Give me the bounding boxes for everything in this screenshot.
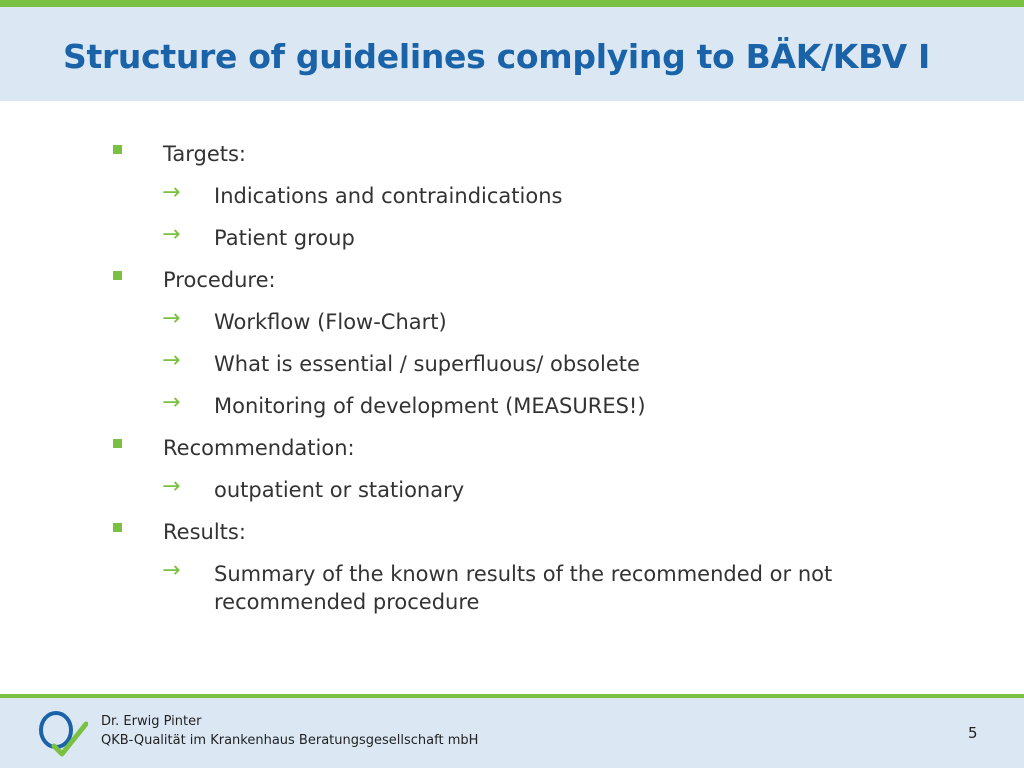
green-arrow-icon: →	[162, 558, 181, 583]
bullet-label: Recommendation:	[163, 436, 355, 460]
sub-bullet-label: outpatient or stationary	[214, 478, 465, 502]
green-arrow-icon: →	[162, 390, 181, 415]
green-arrow-icon: →	[162, 306, 181, 331]
green-square-bullet-icon	[113, 439, 122, 448]
sub-bullet-label: Workflow (Flow-Chart)	[214, 310, 447, 334]
sub-bullet-workflow	[162, 306, 914, 350]
qkb-logo-icon	[36, 710, 88, 758]
green-square-bullet-icon	[113, 523, 122, 532]
green-square-bullet-icon	[113, 271, 122, 280]
green-arrow-icon: →	[162, 348, 181, 373]
slide-header	[0, 7, 1024, 101]
slide-footer	[0, 698, 1024, 768]
sub-bullet-label: Patient group	[214, 226, 355, 250]
footer-company: QKB-Qualität im Krankenhaus Beratungsgesellschaft mbH	[101, 733, 479, 748]
slide-title: Structure of guidelines complying to BÄK/KBV I	[63, 37, 930, 76]
sub-bullet-essential	[162, 348, 914, 392]
green-arrow-icon: →	[162, 474, 181, 499]
bullet-targets	[163, 140, 1024, 182]
slide-content	[0, 140, 1024, 620]
sub-bullet-label: What is essential / superfluous/ obsolete	[214, 352, 640, 376]
sub-bullet-label: Indications and contraindications	[214, 184, 563, 208]
bullet-recommendation	[163, 434, 1024, 476]
bullet-label: Targets:	[163, 142, 246, 166]
page-number: 5	[968, 724, 978, 742]
sub-bullet-label: Monitoring of development (MEASURES!)	[214, 394, 646, 418]
bullet-results	[163, 518, 1024, 560]
top-accent-bar	[0, 0, 1024, 7]
bullet-procedure	[163, 266, 1024, 308]
sub-bullet-label: Summary of the known results of the recommended or not recommended procedure	[214, 562, 833, 614]
green-square-bullet-icon	[113, 145, 122, 154]
green-arrow-icon: →	[162, 180, 181, 205]
bullet-label: Procedure:	[163, 268, 276, 292]
sub-bullet-monitoring	[162, 390, 914, 434]
sub-bullet-patient-group	[162, 222, 914, 266]
sub-bullet-indications	[162, 180, 914, 224]
green-arrow-icon: →	[162, 222, 181, 247]
sub-bullet-outpatient	[162, 474, 914, 518]
footer-author: Dr. Erwig Pinter	[101, 714, 202, 729]
bullet-label: Results:	[163, 520, 246, 544]
sub-bullet-summary	[162, 558, 914, 620]
